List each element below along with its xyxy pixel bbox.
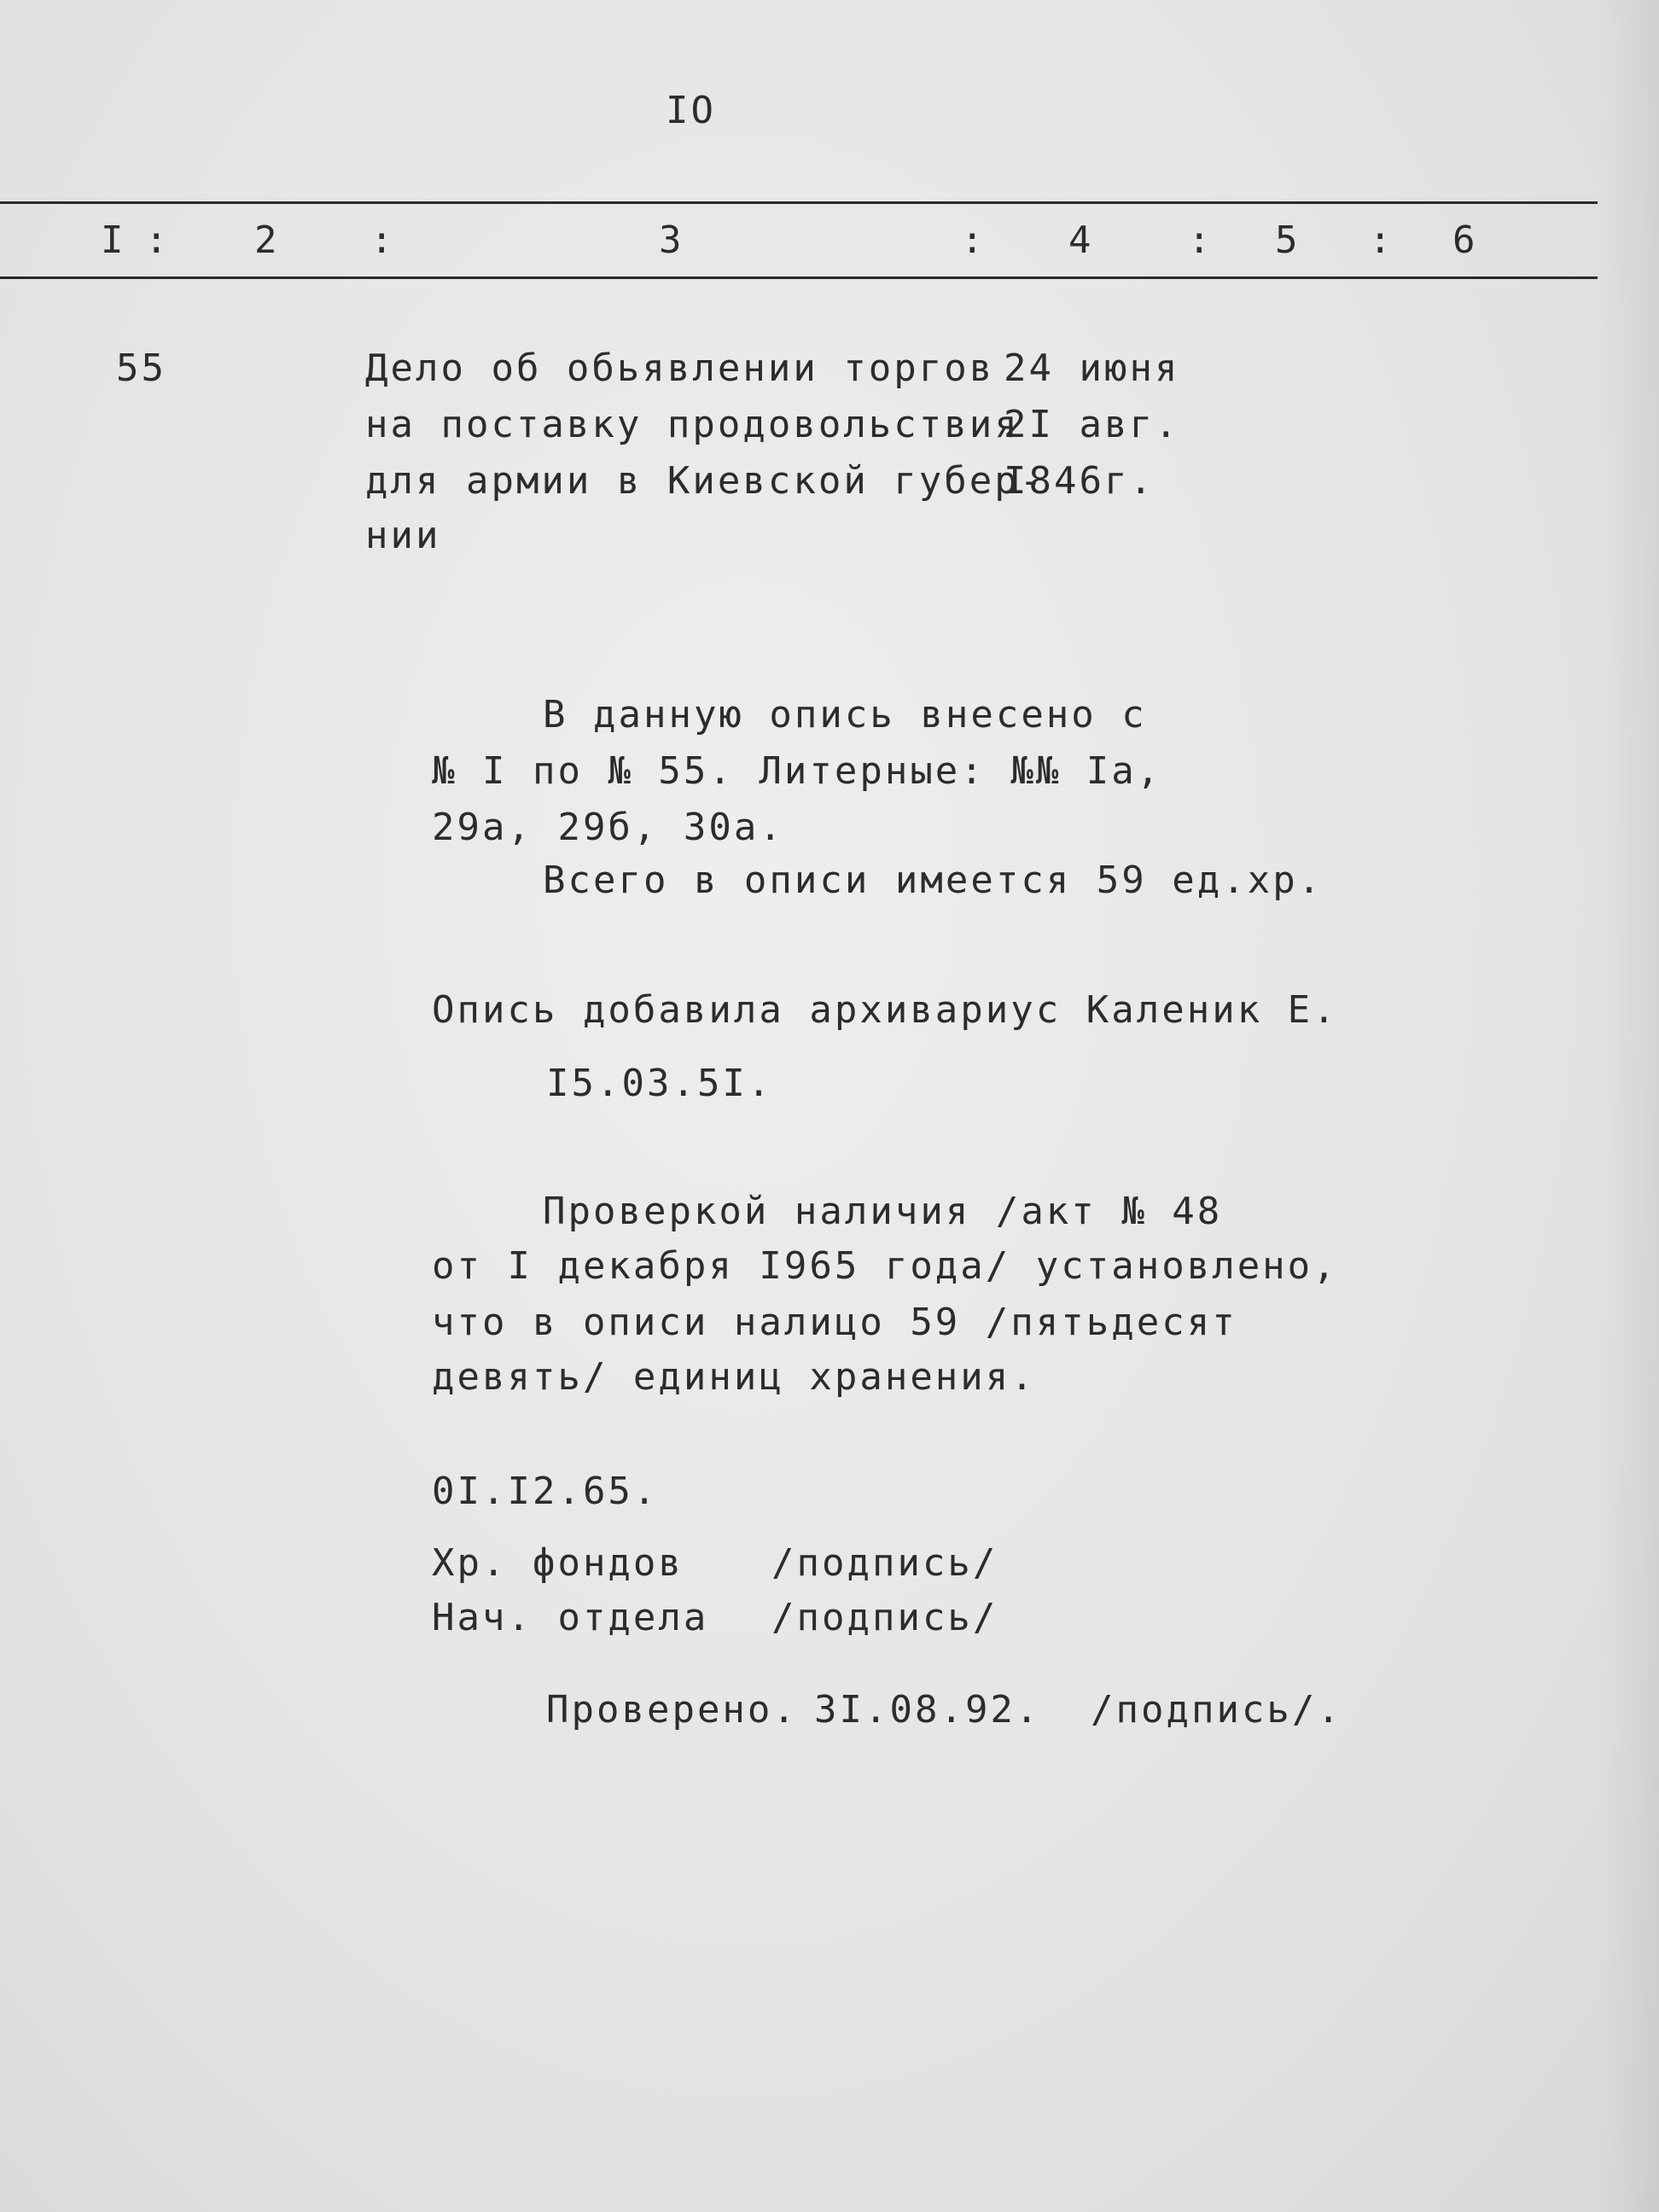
verification-line: Проверкой наличия /акт № 48 bbox=[543, 1190, 1223, 1233]
compiled-date: I5.03.5I. bbox=[546, 1062, 773, 1105]
column-separator: : bbox=[145, 218, 168, 262]
verification-date: 0I.I2.65. bbox=[432, 1470, 659, 1513]
compiled-by: Опись добавила архивариус Каленик Е. bbox=[432, 988, 1338, 1032]
header-rule-top bbox=[0, 201, 1598, 204]
summary-line: Всего в описи имеется 59 ед.хр. bbox=[543, 859, 1324, 902]
column-5: 5 bbox=[1275, 218, 1298, 262]
signature-mark: /подпись/ bbox=[771, 1596, 998, 1639]
column-2: 2 bbox=[254, 218, 277, 262]
header-rule-bottom bbox=[0, 276, 1598, 279]
column-3: 3 bbox=[659, 218, 682, 262]
column-6: 6 bbox=[1452, 218, 1476, 262]
checked-signature: /подпись/. bbox=[1091, 1688, 1342, 1732]
entry-title-line: Дело об обьявлении торгов bbox=[365, 346, 995, 390]
entry-title-line: нии bbox=[365, 514, 441, 557]
column-separator: : bbox=[1188, 218, 1211, 262]
column-separator: : bbox=[1369, 218, 1392, 262]
verification-line: девять/ единиц хранения. bbox=[432, 1355, 1036, 1399]
signature-mark: /подпись/ bbox=[771, 1541, 998, 1585]
checked-label: Проверено. bbox=[546, 1688, 798, 1732]
summary-line: В данную опись внесено с bbox=[543, 693, 1147, 736]
entry-date-line: I846г. bbox=[1004, 459, 1155, 503]
page-number: IO bbox=[666, 89, 716, 132]
summary-line: № I по № 55. Литерные: №№ Iа, bbox=[432, 749, 1162, 793]
signature-role: Хр. фондов bbox=[432, 1541, 684, 1585]
column-separator: : bbox=[961, 218, 984, 262]
column-4: 4 bbox=[1068, 218, 1091, 262]
entry-number: 55 bbox=[116, 346, 166, 390]
verification-line: от I декабря I965 года/ установлено, bbox=[432, 1244, 1338, 1288]
verification-line: что в описи налицо 59 /пятьдесят bbox=[432, 1301, 1237, 1344]
checked-date: 3I.08.92. bbox=[814, 1688, 1041, 1732]
signature-role: Нач. отдела bbox=[432, 1596, 709, 1639]
entry-date-line: 2I авг. bbox=[1004, 403, 1180, 446]
entry-title-line: на поставку продовольствия bbox=[365, 403, 1020, 446]
entry-date-line: 24 июня bbox=[1004, 346, 1180, 390]
entry-title-line: для армии в Киевской губер- bbox=[365, 459, 1045, 503]
column-1: I bbox=[101, 218, 124, 262]
page-edge-shadow bbox=[1599, 0, 1659, 2212]
summary-line: 29а, 29б, 30а. bbox=[432, 806, 784, 849]
column-separator: : bbox=[370, 218, 393, 262]
